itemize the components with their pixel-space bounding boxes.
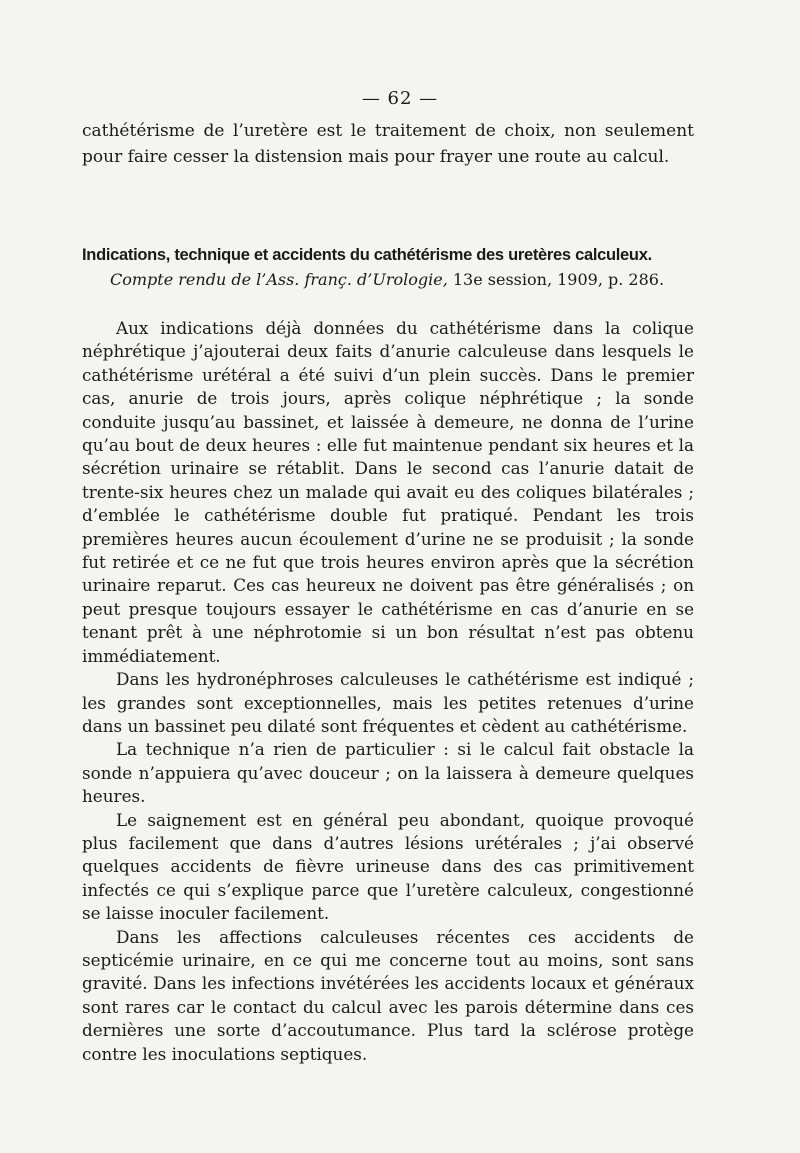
section-heading: Indications, technique et accidents du cathétérisme des uretères calculeux. <box>82 246 652 264</box>
paragraph: La technique n’a rien de particulier : si le calcul fait obstacle la sonde n’appuiera qu’avec douceur ; on la laissera à demeure quelques heures. <box>82 739 694 807</box>
page-number: — 62 — <box>361 88 439 109</box>
reference-details: 13e session, 1909, p. 286. <box>447 270 665 289</box>
reference-source: Compte rendu de l’Ass. franç. d’Urologie, <box>110 270 448 289</box>
paragraph: Dans les affections calculeuses récentes ces accidents de septicémie urinaire, en ce qui me concerne tout au moins, sont sans gravité. Dans les infections invétérées les accidents locaux et généraux sont rares car le contact du calcul avec les parois détermine dans ces dernières une sorte d’accoutumance. Plus tard la sclérose protège contre les inoculations septiques. <box>82 926 694 1064</box>
paragraph: Dans les hydronéphroses calculeuses le cathétérisme est indiqué ; les grandes sont exceptionnelles, mais les petites retenues d’urine dans un bassinet peu dilaté sont fréquentes et cèdent au cathétérisme. <box>82 669 694 736</box>
paragraph: Aux indications déjà données du cathétérisme dans la colique néphrétique j’ajouterai deux faits d’anurie calculeuse dans lesquels le cathétérisme urétéral a été suivi d’un plein succès. Dans le premier cas, anurie de trois jours, après colique néphrétique ; la sonde conduite jusqu’au bassinet, et laissée à demeure, ne donna de l’urine qu’au bout de deux heures : elle fut maintenue pendant six heures et la sécrétion urinaire se rétablit. Dans le second cas l’anurie datait de trente-six heures chez un malade qui avait eu des coliques bilatérales ; d’emblée le cathétérisme double fut pratiqué. Pendant les trois premières heures aucun écoulement d’urine ne se produisit ; la sonde fut retirée et ce ne fut que trois heures environ après que la sécrétion urinaire reparut. Ces cas heureux ne doivent pas être généralisés ; on peut presque toujours essayer le cathétérisme en cas d’anurie en se tenant prêt à une néphrotomie si un bon résultat n’est pas obtenu immédiatement. <box>82 318 694 666</box>
section-reference <box>110 270 700 289</box>
body-text <box>82 317 694 1066</box>
paragraph: Le saignement est en général peu abondant, quoique provoqué plus facilement que dans d’autres lésions urétérales ; j’ai observé quelques accidents de fièvre urineuse dans des cas primitivement infectés ce qui s’explique parce que l’uretère calculeux, congestionné se laisse inoculer facilement. <box>82 809 694 924</box>
intro-paragraph: cathétérisme de l’uretère est le traitement de choix, non seulement pour faire cesser la distension mais pour frayer une route au calcul. <box>82 121 694 167</box>
